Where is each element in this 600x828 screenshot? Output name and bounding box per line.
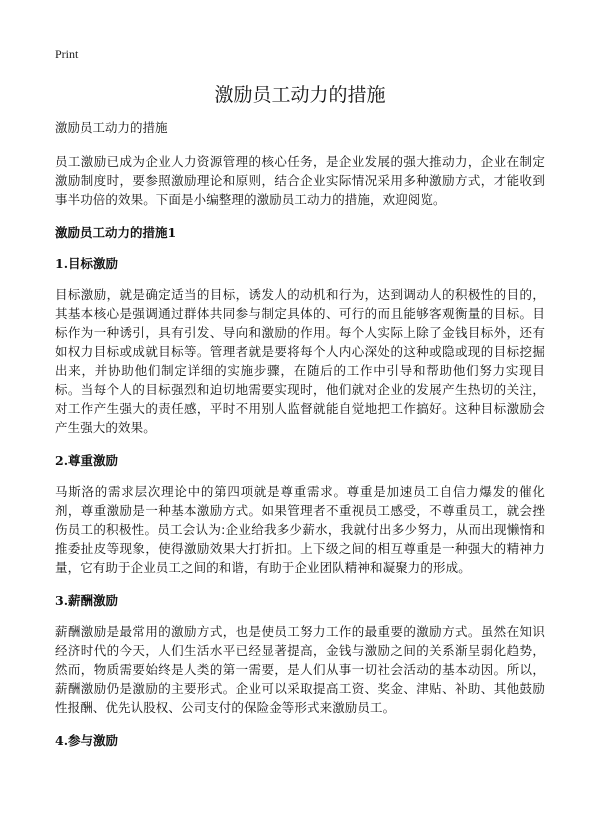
section-heading-respect: 2.尊重激励 [55, 453, 119, 468]
article-content [55, 118, 545, 762]
section-heading-main: 激励员工动力的措施1 [55, 225, 177, 240]
section-heading-salary: 3.薪酬激励 [55, 593, 119, 608]
section-heading-goal: 1.目标激励 [55, 256, 119, 271]
section-body-salary: 薪酬激励是最常用的激励方式，也是使员工努力工作的最重要的激励方式。虽然在知识经济时代的今天，人们生活水平已经显著提高，金钱与激励之间的关系渐呈弱化趋势，然而，物质需要始终是人类的第一需要，是人们从事一切社会活动的基本动因。所以，薪酬激励仍是激励的主要形式。企业可以采取提高工资、奖金、津贴、补助、其他鼓励性报酬、优先认股权、公司支付的保险金等形式来激励员工。 [55, 624, 545, 715]
intro-paragraph: 员工激励已成为企业人力资源管理的核心任务，是企业发展的强大推动力，企业在制定激励制度时，要参照激励理论和原则，结合企业实际情况采用多种激励方式，才能收到事半功倍的效果。下面是小编整理的激励员工动力的措施，欢迎阅览。 [55, 154, 545, 207]
section-body-respect: 马斯洛的需求层次理论中的第四项就是尊重需求。尊重是加速员工自信力爆发的催化剂，尊重激励是一种基本激励方式。如果管理者不重视员工感受，不尊重员工，就会挫伤员工的积极性。员工会认为:企业给我多少薪水，我就付出多少努力，从而出现懒惰和推委扯皮等现象，使得激励效果大打折扣。上下级之间的相互尊重是一种强大的精神力量，它有助于企业员工之间的和谐，有助于企业团队精神和凝聚力的形成。 [55, 484, 545, 575]
section-heading-participation: 4.参与激励 [55, 733, 119, 748]
print-link[interactable]: Print [55, 47, 79, 61]
section-body-goal: 目标激励，就是确定适当的目标，诱发人的动机和行为，达到调动人的积极性的目的，其基本核心是强调通过群体共同参与制定具体的、可行的而且能够客观衡量的目标。目标作为一种诱引，具有引发、导向和激励的作用。每个人实际上除了金钱目标外，还有如权力目标或成就目标等。管理者就是要将每个人内心深处的这种或隐或现的目标挖掘出来，并协助他们制定详细的实施步骤，在随后的工作中引导和帮助他们努力实现目标。当每个人的目标强烈和迫切地需要实现时，他们就对企业的发展产生热切的关注，对工作产生强大的责任感，平时不用别人监督就能自觉地把工作搞好。这种目标激励会产生强大的效果。 [55, 287, 545, 435]
page-title: 激励员工动力的措施 [214, 84, 386, 106]
article-subtitle: 激励员工动力的措施 [55, 120, 168, 135]
